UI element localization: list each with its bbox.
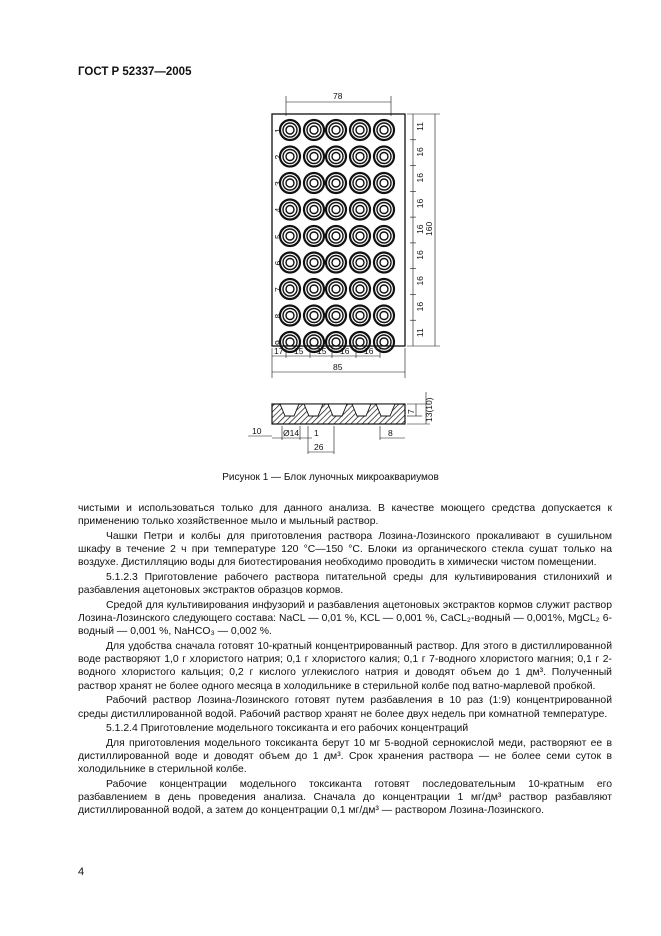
paragraph-5: Для удобства сначала готовят 10-кратный концентрированный раствор. Для этого в дистиллированной воде растворяют 1,0 г хлористого натрия; 0,1 г хлористого калия; 0,1 г 7-водного хлористого магния; 0,1 г 2-водного хлористого кальция; 0,2 г кислого углекислого натрия и доводят объем до 1 дм³. Полученный раствор хранят не более одного месяца в холодильнике в стерильной колбе под ватно-марлевой пробкой.: [78, 641, 612, 692]
figure-microaquarium-block: [230, 86, 460, 466]
well-ring: [310, 153, 318, 161]
row-label: 6: [273, 260, 283, 266]
well-ring: [332, 232, 340, 240]
well-ring: [286, 179, 294, 187]
well-ring: [380, 259, 388, 267]
well-ring: [332, 285, 340, 293]
well-ring: [332, 259, 340, 267]
paragraph-2: Чашки Петри и колбы для приготовления раствора Лозина-Лозинского прокаливают в сушильном шкафу в течение 2 ч при температуре 120 °С—150 °С. Блоки из органического стекла сушат только на воздухе. Дистилляцию воды для биотестирования необходимо проводить в химически чистом помещении.: [78, 530, 612, 569]
dim-side-13: 13(10): [424, 397, 434, 422]
well-ring: [286, 126, 294, 134]
well-ring: [356, 285, 364, 293]
well-ring: [356, 126, 364, 134]
row-dimension: 16: [415, 147, 425, 157]
dim-height: 160: [424, 221, 434, 236]
dim-diameter-14: Ø14: [283, 428, 300, 438]
document-header: ГОСТ Р 52337—2005: [78, 66, 192, 78]
paragraph-8: Для приготовления модельного токсиканта берут 10 мг 5-водной сернокислой меди, растворяют ее в дистиллированной воде и доводят объем до 1 дм³. Срок хранения раствора — не более семи суток в холодильнике в стерильной колбе.: [78, 737, 612, 776]
well-ring: [332, 153, 340, 161]
dim-col-16a: 16: [340, 346, 350, 356]
well-ring: [286, 285, 294, 293]
paragraph-3: 5.1.2.3 Приготовление рабочего раствора питательной среды для культивирования стилонихий и разбавления ацетоновых экстрактов образцов кормов.: [78, 572, 612, 597]
well-ring: [310, 206, 318, 214]
row-label: 3: [273, 181, 283, 186]
well-ring: [356, 179, 364, 187]
well-ring: [356, 259, 364, 267]
well-ring: [286, 206, 294, 214]
dim-col-16b: 16: [364, 346, 374, 356]
well-ring: [286, 338, 294, 346]
well-ring: [332, 312, 340, 320]
well-ring: [286, 153, 294, 161]
well-ring: [380, 285, 388, 293]
well-ring: [380, 153, 388, 161]
row-dimension: 11: [415, 122, 425, 131]
well-ring: [356, 338, 364, 346]
well-ring: [380, 338, 388, 346]
paragraph-6: Рабочий раствор Лозина-Лозинского готовят путем разбавления в 10 раз (1:9) концентрированной среды дистиллированной водой. Рабочий раствор хранят не более двух недель при комнатной температуре.: [78, 695, 612, 720]
paragraph-7: 5.1.2.4 Приготовление модельного токсиканта и его рабочих концентраций: [106, 723, 469, 735]
well-ring: [332, 338, 340, 346]
well-ring: [356, 206, 364, 214]
technical-drawing: [230, 86, 460, 466]
dim-26: 26: [314, 442, 324, 452]
well-ring: [332, 179, 340, 187]
row-label: 4: [273, 207, 283, 213]
row-label: 1: [273, 128, 283, 133]
row-label: 7: [273, 287, 283, 292]
dim-10: 10: [252, 426, 262, 436]
well-ring: [380, 312, 388, 320]
well-ring: [286, 259, 294, 267]
row-dimension: 16: [415, 301, 425, 312]
well-ring: [310, 312, 318, 320]
paragraph-1: чистыми и использоваться только для данного анализа. В качестве моющего средства допускается к применению только хозяйственное мыло и мыльный раствор.: [78, 503, 612, 528]
right-row-dims: [410, 122, 425, 337]
well-ring: [286, 232, 294, 240]
well-ring: [310, 259, 318, 267]
well-ring: [356, 232, 364, 240]
well-ring: [332, 126, 340, 134]
dim-col-15b: 15: [317, 346, 327, 356]
well-ring: [380, 206, 388, 214]
well-ring: [380, 126, 388, 134]
well-ring: [310, 232, 318, 240]
well-ring: [310, 179, 318, 187]
row-label: 8: [273, 313, 283, 319]
row-dimension: 16: [415, 250, 425, 260]
figure-caption: Рисунок 1 — Блок луночных микроаквариумов: [222, 472, 439, 483]
well-ring: [310, 126, 318, 134]
well-ring: [380, 232, 388, 240]
row-label: 5: [273, 234, 283, 239]
row-label: 2: [273, 154, 283, 160]
wells-grid: [280, 120, 394, 352]
dim-bottom-width: 85: [333, 362, 343, 372]
well-ring: [310, 338, 318, 346]
body-text: [78, 502, 612, 819]
paragraph-9: Рабочие концентрации модельного токсиканта готовят последовательным 10-кратным его разбавлением в день проведения анализа. Сначала до концентрации 1 мг/дм³ раствор разбавляют дистиллированной водой, а затем до концентрации 0,1 мг/дм³ — раствором Лозина-Лозинского.: [78, 779, 612, 817]
paragraph-4: Средой для культивирования инфузорий и разбавления ацетоновых экстрактов кормов служит раствор Лозина-Лозинского следующего состава: NaCL — 0,01 %, KCL — 0,001 %, CaCL₂-водный — 0,001%, MgCL₂ 6-водный — 0,001 %, NaHCO₃ — 0,002 %.: [78, 599, 612, 638]
well-ring: [286, 312, 294, 320]
row-dimension: 16: [415, 276, 425, 286]
page-number: 4: [78, 866, 85, 878]
row-dimension: 11: [415, 328, 425, 338]
dim-8: 8: [388, 428, 393, 438]
row-dimension: 16: [415, 224, 425, 234]
dim-col-17: 17: [274, 346, 284, 356]
dim-col-15a: 15: [294, 346, 304, 356]
row-dimension: 16: [415, 198, 425, 209]
well-ring: [356, 312, 364, 320]
row-dimension: 16: [415, 172, 425, 183]
well-ring: [356, 153, 364, 161]
row-label: 9: [273, 340, 283, 345]
well-ring: [380, 179, 388, 187]
dim-top-width: 78: [333, 91, 343, 101]
well-ring: [310, 285, 318, 293]
dim-1: 1: [314, 428, 319, 438]
dim-side-7: 7: [406, 409, 416, 414]
well-ring: [332, 206, 340, 214]
